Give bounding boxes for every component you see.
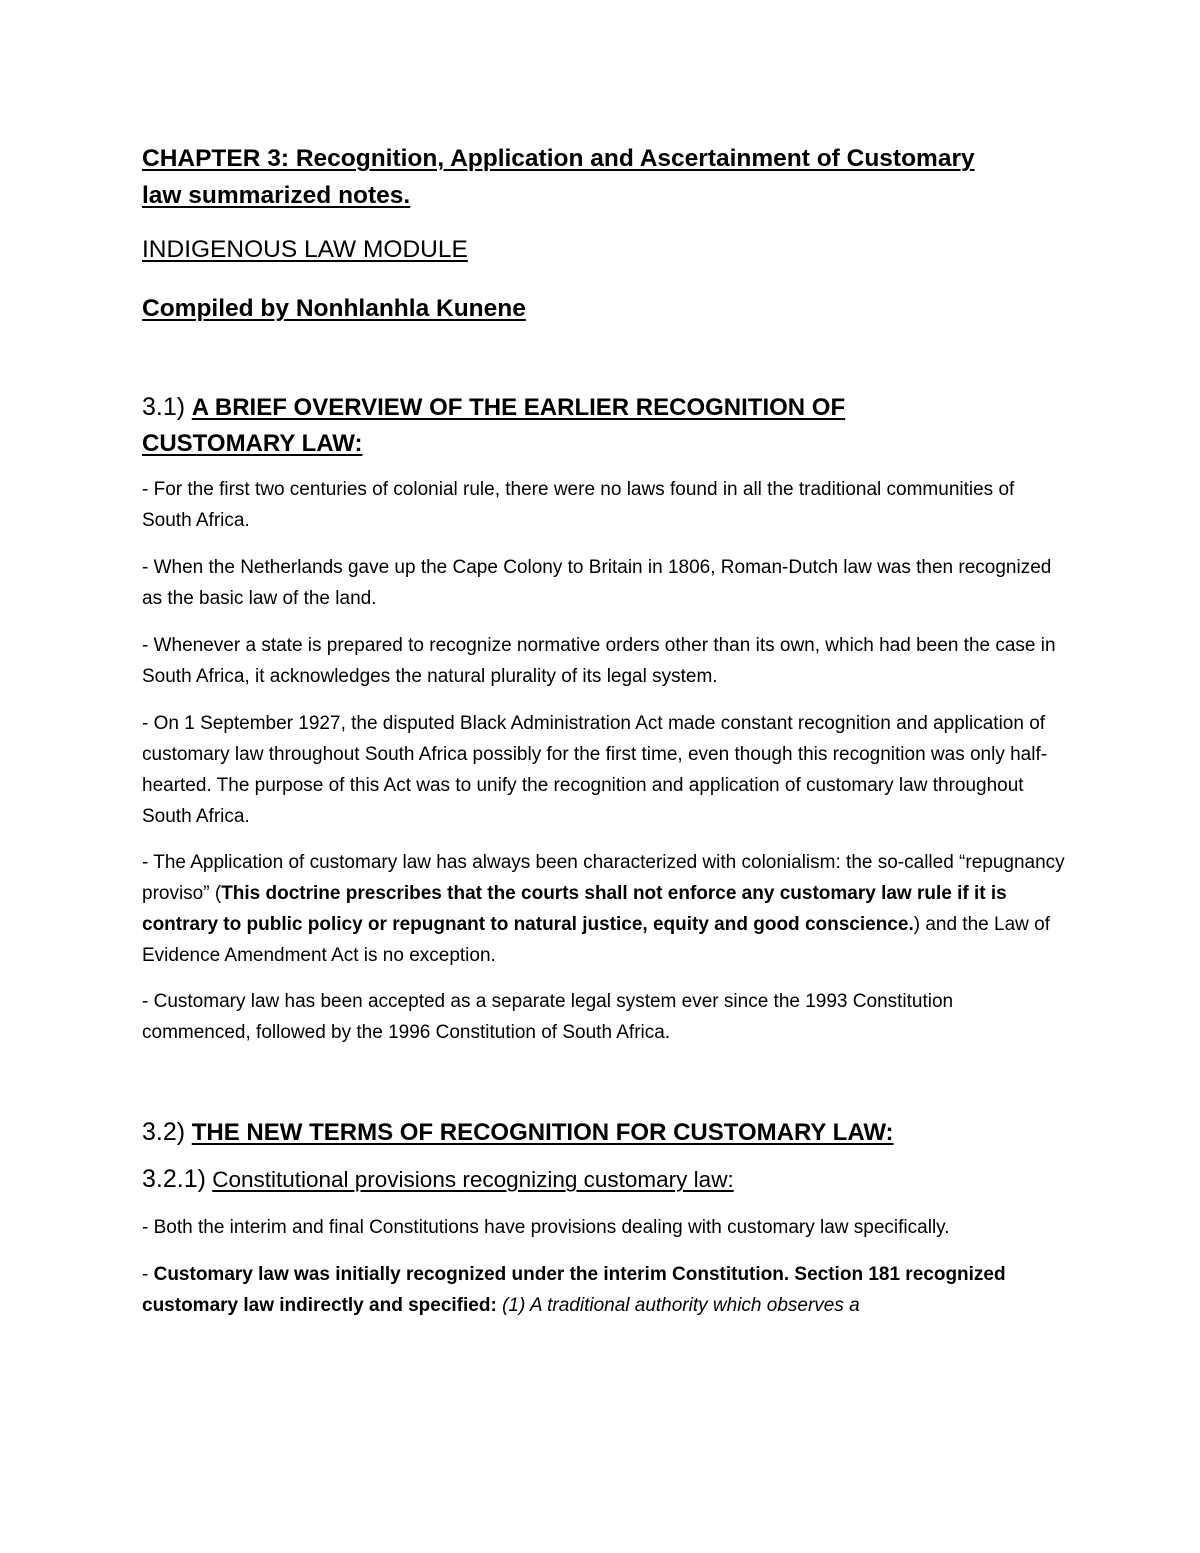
section-3-2-1-number: 3.2.1) [142, 1165, 206, 1193]
section-181-quote: (1) A traditional authority which observes a [502, 1295, 860, 1316]
chapter-title [142, 140, 1067, 214]
s31-paragraph-5 [142, 847, 1067, 971]
s31-paragraph-1: - For the first two centuries of colonial rule, there were no laws found in all the traditional communities of South Africa. [142, 479, 1015, 531]
chapter-title-line1: CHAPTER 3: Recognition, Application and Ascertainment of Customary [142, 145, 975, 172]
s31-paragraph-4: - On 1 September 1927, the disputed Black Administration Act made constant recognition and application of customary law throughout South Africa possibly for the first time, even though this recognition was only half-hearted. The purpose of this Act was to unify the recognition and application of customary law throughout South Africa. [142, 713, 1048, 827]
s31-paragraph-2: - When the Netherlands gave up the Cape Colony to Britain in 1806, Roman-Dutch law was then recognized as the basic law of the land. [142, 557, 1052, 609]
interim-constitution-statement: Customary law was initially recognized under the interim Constitution. Section 181 recognized customary law indirectly and specified: [142, 1264, 1006, 1316]
compiled-by: Compiled by Nonhlanhla Kunene [142, 295, 526, 322]
repugnancy-doctrine-definition: This doctrine prescribes that the courts shall not enforce any customary law rule if it is contrary to public policy or repugnant to natural justice, equity and good conscience. [142, 883, 1007, 935]
s31-paragraph-5-text-a: - The Application of customary law has always been characterized with colonialism: the so-called “repugnancy proviso” ( [142, 852, 1065, 904]
s321-paragraph-2-dash: - [142, 1264, 154, 1285]
section-3-2-heading [142, 1114, 1067, 1151]
module-name: INDIGENOUS LAW MODULE [142, 236, 468, 263]
section-3-2-number: 3.2) [142, 1118, 186, 1146]
s31-paragraph-6: - Customary law has been accepted as a separate legal system ever since the 1993 Constitution commenced, followed by the 1996 Constitution of South Africa. [142, 991, 954, 1043]
section-3-1-title: A BRIEF OVERVIEW OF THE EARLIER RECOGNITION OF CUSTOMARY LAW: [142, 394, 846, 457]
section-3-1-heading [142, 389, 942, 462]
section-3-2-1-heading [142, 1164, 1067, 1195]
s31-paragraph-3: - Whenever a state is prepared to recognize normative orders other than its own, which had been the case in South Africa, it acknowledges the natural plurality of its legal system. [142, 635, 1056, 687]
section-3-2-1-title: Constitutional provisions recognizing customary law: [212, 1167, 734, 1192]
chapter-title-line2: law summarized notes. [142, 182, 411, 209]
section-3-1-number: 3.1) [142, 393, 186, 421]
s321-paragraph-1: - Both the interim and final Constitutions have provisions dealing with customary law specifically. [142, 1217, 950, 1238]
section-3-2-title: THE NEW TERMS OF RECOGNITION FOR CUSTOMARY LAW: [191, 1119, 894, 1146]
s31-paragraph-5-text-b: ) and the Law of Evidence Amendment Act is no exception. [142, 914, 1050, 966]
s321-paragraph-2 [142, 1259, 1067, 1321]
document-body [142, 140, 1067, 1321]
